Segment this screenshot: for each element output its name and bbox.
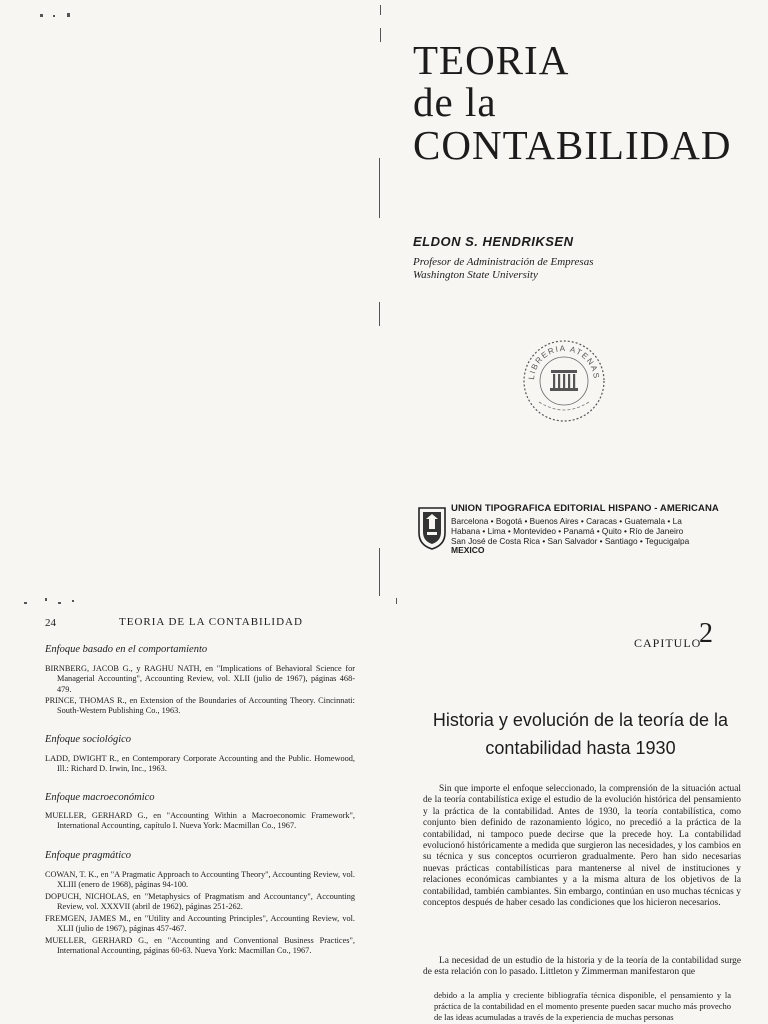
reference-entry: PRINCE, THOMAS R., en Extension of the Boundaries of Accounting Theory. Cincinnati: South-Western Publishing Co., 1963. — [45, 696, 355, 716]
reference-entry: MUELLER, GERHARD G., en "Accounting and Conventional Business Practices", International Accounting, páginas 60-63. Nueva York: Macmillan Co., 1967. — [45, 936, 355, 956]
chapter-title — [418, 706, 743, 762]
scan-speck — [40, 14, 43, 17]
scan-speck — [53, 15, 55, 17]
reference-entry: COWAN, T. K., en "A Pragmatic Approach to Accounting Theory", Accounting Review, vol. XLIII (enero de 1968), páginas 94-100. — [45, 870, 355, 890]
publisher-shield-logo — [416, 505, 448, 551]
scan-speck — [72, 600, 74, 602]
author-affiliation-line-1: Profesor de Administración de Empresas — [413, 256, 594, 268]
gutter-mark — [380, 28, 381, 42]
reference-entry: MUELLER, GERHARD G., en "Accounting Within a Macroeconomic Framework", International Accounting, capítulo I. Nueva York: Macmillan Co., 1967. — [45, 811, 355, 831]
author-name: ELDON S. HENDRIKSEN — [413, 234, 574, 249]
publisher-cities-line-2: Habana • Lima • Montevideo • Panamá • Quito • Río de Janeiro — [451, 526, 684, 536]
book-title-line-2: de la — [413, 79, 497, 125]
section-heading: Enfoque pragmático — [45, 850, 132, 861]
book-title-line-1: TEORIA — [413, 37, 570, 83]
scan-speck — [67, 13, 70, 17]
section-heading: Enfoque basado en el comportamiento — [45, 644, 208, 655]
scan-speck — [58, 602, 61, 604]
body-paragraph-2: La necesidad de un estudio de la historia y de la teoría de la contabilidad surge de esta relación con lo pasado. Littleton y Zimmerman manifestaron que — [423, 956, 741, 978]
page-number: 24 — [45, 617, 56, 629]
scan-speck — [24, 602, 27, 604]
section-heading: Enfoque sociológico — [45, 734, 132, 745]
gutter-mark — [379, 302, 380, 326]
book-title-line-3: CONTABILIDAD — [413, 122, 732, 168]
running-head: TEORIA DE LA CONTABILIDAD — [119, 616, 303, 628]
publisher-city-mexico: MEXICO — [451, 545, 485, 555]
publisher-cities-line-1: Barcelona • Bogotá • Buenos Aires • Caracas • Guatemala • La — [451, 516, 682, 526]
chapter-title-line-2: contabilidad hasta 1930 — [485, 738, 676, 758]
chapter-number: 2 — [699, 618, 713, 649]
publisher-cities-line-3: San José de Costa Rica • San Salvador • Santiago • Tegucigalpa — [451, 536, 690, 546]
reference-entry: BIRNBERG, JACOB G., y RAGHU NATH, en "Implications of Behavioral Science for Managerial Accounting", Accounting Review, vol. XLII (julio de 1967), páginas 468-479. — [45, 664, 355, 694]
section-heading: Enfoque macroeconómico — [45, 792, 155, 803]
chapter-title-line-1: Historia y evolución de la teoría de la — [432, 710, 729, 730]
gutter-mark — [380, 5, 381, 15]
publisher-name: UNION TIPOGRAFICA EDITORIAL HISPANO - AMERICANA — [451, 503, 719, 514]
reference-entry: FREMGEN, JAMES M., en "Utility and Accounting Principles", Accounting Review, vol. XLII (julio de 1967), páginas 457-467. — [45, 914, 355, 934]
body-paragraph-1: Sin que importe el enfoque seleccionado, la comprensión de la situación actual de la teoría contabilística exige el estudio de la evolución histórica del pensamiento y la práctica de la contabilidad. Antes de 1930, la teoría contabilística, como conjunto bien definido de razonamiento lógico, no precedió a la práctica de la contabilidad, ni tampoco puede decirse que la precede hoy. La contabilidad evolucionó históricamente a medida que surgieron las necesidades, y los cambios en su técnica y sus conceptos ocurrieron gradualmente. Pero han sido necesarias nuevas prácticas contabilísticas para mantenerse al nivel de instituciones y relaciones económicas cambiantes y a la misma altura de los objetivos de la contabilidad, también cambiantes. Sin embargo, continúan en uso muchas técnicas y conceptos después de haber cesado las condiciones que los hicieron necesarios. — [423, 784, 741, 909]
gutter-mark — [379, 548, 380, 596]
bookstore-stamp-icon — [519, 336, 609, 426]
reference-entry: LADD, DWIGHT R., en Contemporary Corporate Accounting and the Public. Homewood, Ill.: Richard D. Irwin, Inc., 1963. — [45, 754, 355, 774]
chapter-label: CAPITULO — [634, 636, 702, 650]
reference-entry: DOPUCH, NICHOLAS, en "Metaphysics of Pragmatism and Accountancy", Accounting Review, vol. XXXVII (abril de 1962), páginas 251-262. — [45, 892, 355, 912]
gutter-mark — [379, 158, 380, 218]
author-affiliation-line-2: Washington State University — [413, 269, 538, 281]
gutter-mark — [396, 598, 397, 604]
stamp-text: LIBRERIA ATENAS — [526, 343, 602, 381]
block-quote: debido a la amplia y creciente bibliografía técnica disponible, el pensamiento y la práctica de la contabilidad en el momento presente pueden sacar mucho más provecho de las ideas acumuladas a través de la experiencia de muchas personas — [434, 990, 731, 1022]
scan-speck — [45, 598, 47, 601]
